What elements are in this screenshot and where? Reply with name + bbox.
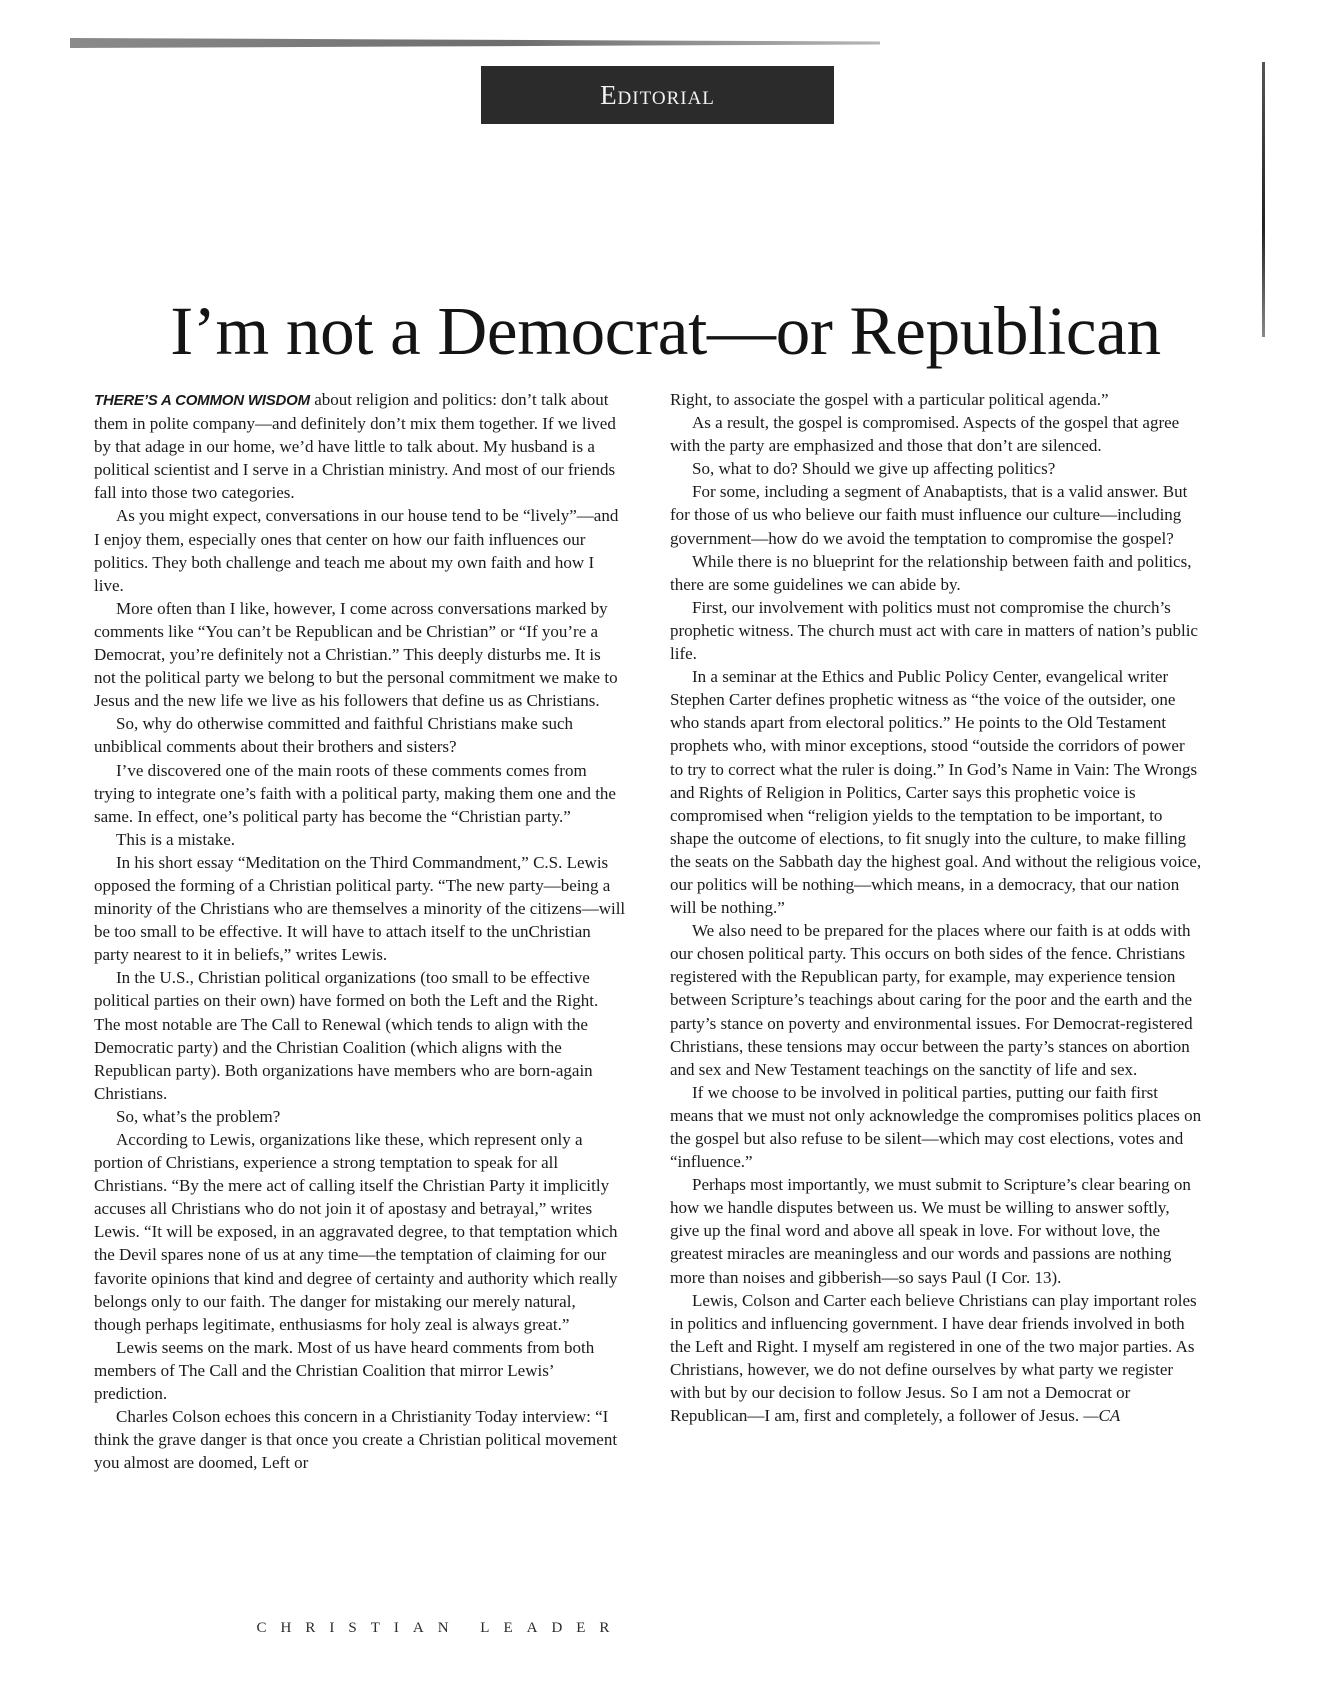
article-paragraph: Right, to associate the gospel with a particular political agenda.” bbox=[670, 390, 1109, 409]
article-paragraph: We also need to be prepared for the places where our faith is at odds with our chosen political party. This occurs on both sides of the fence. Christians registered with the Republican party, for example, may experience tension between Scripture’s teachings about caring for the poor and the earth and the party’s stance on poverty and environmental issues. For Democrat-registered Christians, these tensions may occur between the party’s stances on abortion and sex and New Testament teachings on the sanctity of life and sex. bbox=[670, 921, 1193, 1079]
lead-in-text: THERE’S A COMMON WISDOM bbox=[94, 392, 310, 409]
article-paragraph: As a result, the gospel is compromised. Aspects of the gospel that agree with the party are emphasized and those that don’t are silenced. bbox=[670, 413, 1180, 456]
right-text-column bbox=[670, 388, 1202, 1427]
section-label: Editorial bbox=[600, 79, 715, 110]
article-paragraph: While there is no blueprint for the relationship between faith and politics, there are some guidelines we can abide by. bbox=[670, 551, 1192, 594]
article-paragraph: So, what’s the problem? bbox=[116, 1106, 281, 1126]
article-paragraph: So, what to do? Should we give up affecting politics? bbox=[692, 459, 1056, 479]
paragraph-text: Lewis, Colson and Carter each believe Christians can play important roles in politics and influencing government. I have dear friends involved in both the Left and Right. I myself am registered in one of the two major parties. As Christians, however, we do not define ourselves by what party we register with but by our decision to follow Jesus. So I am not a Democrat or Republican—I am, first and completely, a follower of Jesus. bbox=[670, 1290, 1197, 1426]
article-paragraph bbox=[94, 388, 626, 504]
article-paragraph: More often than I like, however, I come across conversations marked by comments like “You can’t be Republican and be Christian” or “If you’re a Democrat, you’re definitely not a Christian.” This deeply disturbs me. It is not the political party we belong to but the personal commitment we make to Jesus and the new life we live as his followers that define us as Christians. bbox=[94, 598, 618, 711]
author-signature: —CA bbox=[1083, 1406, 1121, 1426]
article-paragraph bbox=[670, 1289, 1202, 1428]
article-paragraph: As you might expect, conversations in our house tend to be “lively”—and I enjoy them, especially ones that center on how our faith influences our politics. They both challenge and teach me about my own faith and how I live. bbox=[94, 506, 619, 595]
paragraph-text: about religion and politics: don’t talk about them in polite company—and definitely don’t mix them together. If we lived by that adage in our home, we’d have little to talk about. My husband is a political scientist and I serve in a Christian ministry. And most of our friends fall into those two categories. bbox=[94, 390, 616, 503]
article-paragraph: According to Lewis, organizations like these, which represent only a portion of Christians, experience a strong temptation to speak for all Christians. “By the mere act of calling itself the Christian Party it implicitly accuses all Christians who do not join it of apostasy and betrayal,” writes Lewis. “It will be exposed, in an aggravated degree, to that temptation which the Devil spares none of us at any time—the temptation of claiming for our favorite opinions that kind and degree of certainty and authority which really belongs only to our faith. The danger for mistaking our merely natural, though perhaps legitimate, enthusiasms for holy zeal is always great.” bbox=[94, 1130, 618, 1334]
article-paragraph: In his short essay “Meditation on the Third Commandment,” C.S. Lewis opposed the forming of a Christian political party. “The new party—being a minority of the Christians who are themselves a minority of the citizens—will be too small to be effective. It will have to attach itself to the unChristian party nearest to it in beliefs,” writes Lewis. bbox=[94, 852, 626, 965]
article-paragraph: I’ve discovered one of the main roots of these comments comes from trying to integrate one’s faith with a political party, making them one and the same. In effect, one’s political party has become the “Christian party.” bbox=[94, 760, 616, 826]
article-paragraph: Lewis seems on the mark. Most of us have heard comments from both members of The Call and the Christian Coalition that mirror Lewis’ prediction. bbox=[94, 1337, 595, 1404]
article-paragraph: If we choose to be involved in political parties, putting our faith first means that we must not only acknowledge the compromises politics places on the gospel but also refuse to be silent—which may cost elections, votes and “influence.” bbox=[670, 1082, 1202, 1172]
article-paragraph: This is a mistake. bbox=[116, 829, 235, 849]
article-paragraph: Charles Colson echoes this concern in a Christianity Today interview: “I think the grave danger is that once you create a Christian political movement you almost are doomed, Left or bbox=[94, 1407, 618, 1473]
left-text-column bbox=[94, 388, 626, 1474]
article-paragraph: So, why do otherwise committed and faithful Christians make such unbiblical comments about their brothers and sisters? bbox=[94, 714, 574, 757]
article-paragraph: In the U.S., Christian political organizations (too small to be effective political parties on their own) have formed on both the Left and the Right. The most notable are The Call to Renewal (which tends to align with the Democratic party) and the Christian Coalition (which aligns with the Republican party). Both organizations have members who are born-again Christians. bbox=[94, 968, 599, 1103]
section-header-tab bbox=[481, 66, 834, 124]
article-paragraph: First, our involvement with politics must not compromise the church’s prophetic witness. The church must act with care in matters of nation’s public life. bbox=[670, 597, 1198, 664]
article-paragraph: For some, including a segment of Anabaptists, that is a valid answer. But for those of us who believe our faith must influence our culture—including government—how do we avoid the temptation to compromise the gospel? bbox=[670, 482, 1188, 548]
article-title: I’m not a Democrat—or Republican bbox=[170, 293, 1161, 369]
article-paragraph: In a seminar at the Ethics and Public Policy Center, evangelical writer Stephen Carter defines prophetic witness as “the voice of the outsider, one who stands apart from electoral politics.” He points to the Old Testament prophets who, with minor exceptions, stood “outside the corridors of power to try to correct what the ruler is doing.” In God’s Name in Vain: The Wrongs and Rights of Religion in Politics, Carter says this prophetic voice is compromised when “religion yields to the temptation to be important, to shape the outcome of elections, to fit snugly into the culture, to make filling the seats on the Sabbath day the highest goal. And without the religious voice, our politics will be nothing—which means, in a democracy, that our nation will be nothing.” bbox=[670, 667, 1202, 918]
footer-running-title: CHRISTIAN LEADER bbox=[256, 1620, 624, 1636]
article-paragraph: Perhaps most importantly, we must submit to Scripture’s clear bearing on how we handle disputes between us. We must be willing to answer softly, give up the final word and above all speak in love. For without love, the greatest miracles are meaningless and our words and passions are nothing more than noises and gibberish—so says Paul (I Cor. 13). bbox=[670, 1175, 1191, 1287]
top-decorative-rule bbox=[70, 38, 880, 48]
